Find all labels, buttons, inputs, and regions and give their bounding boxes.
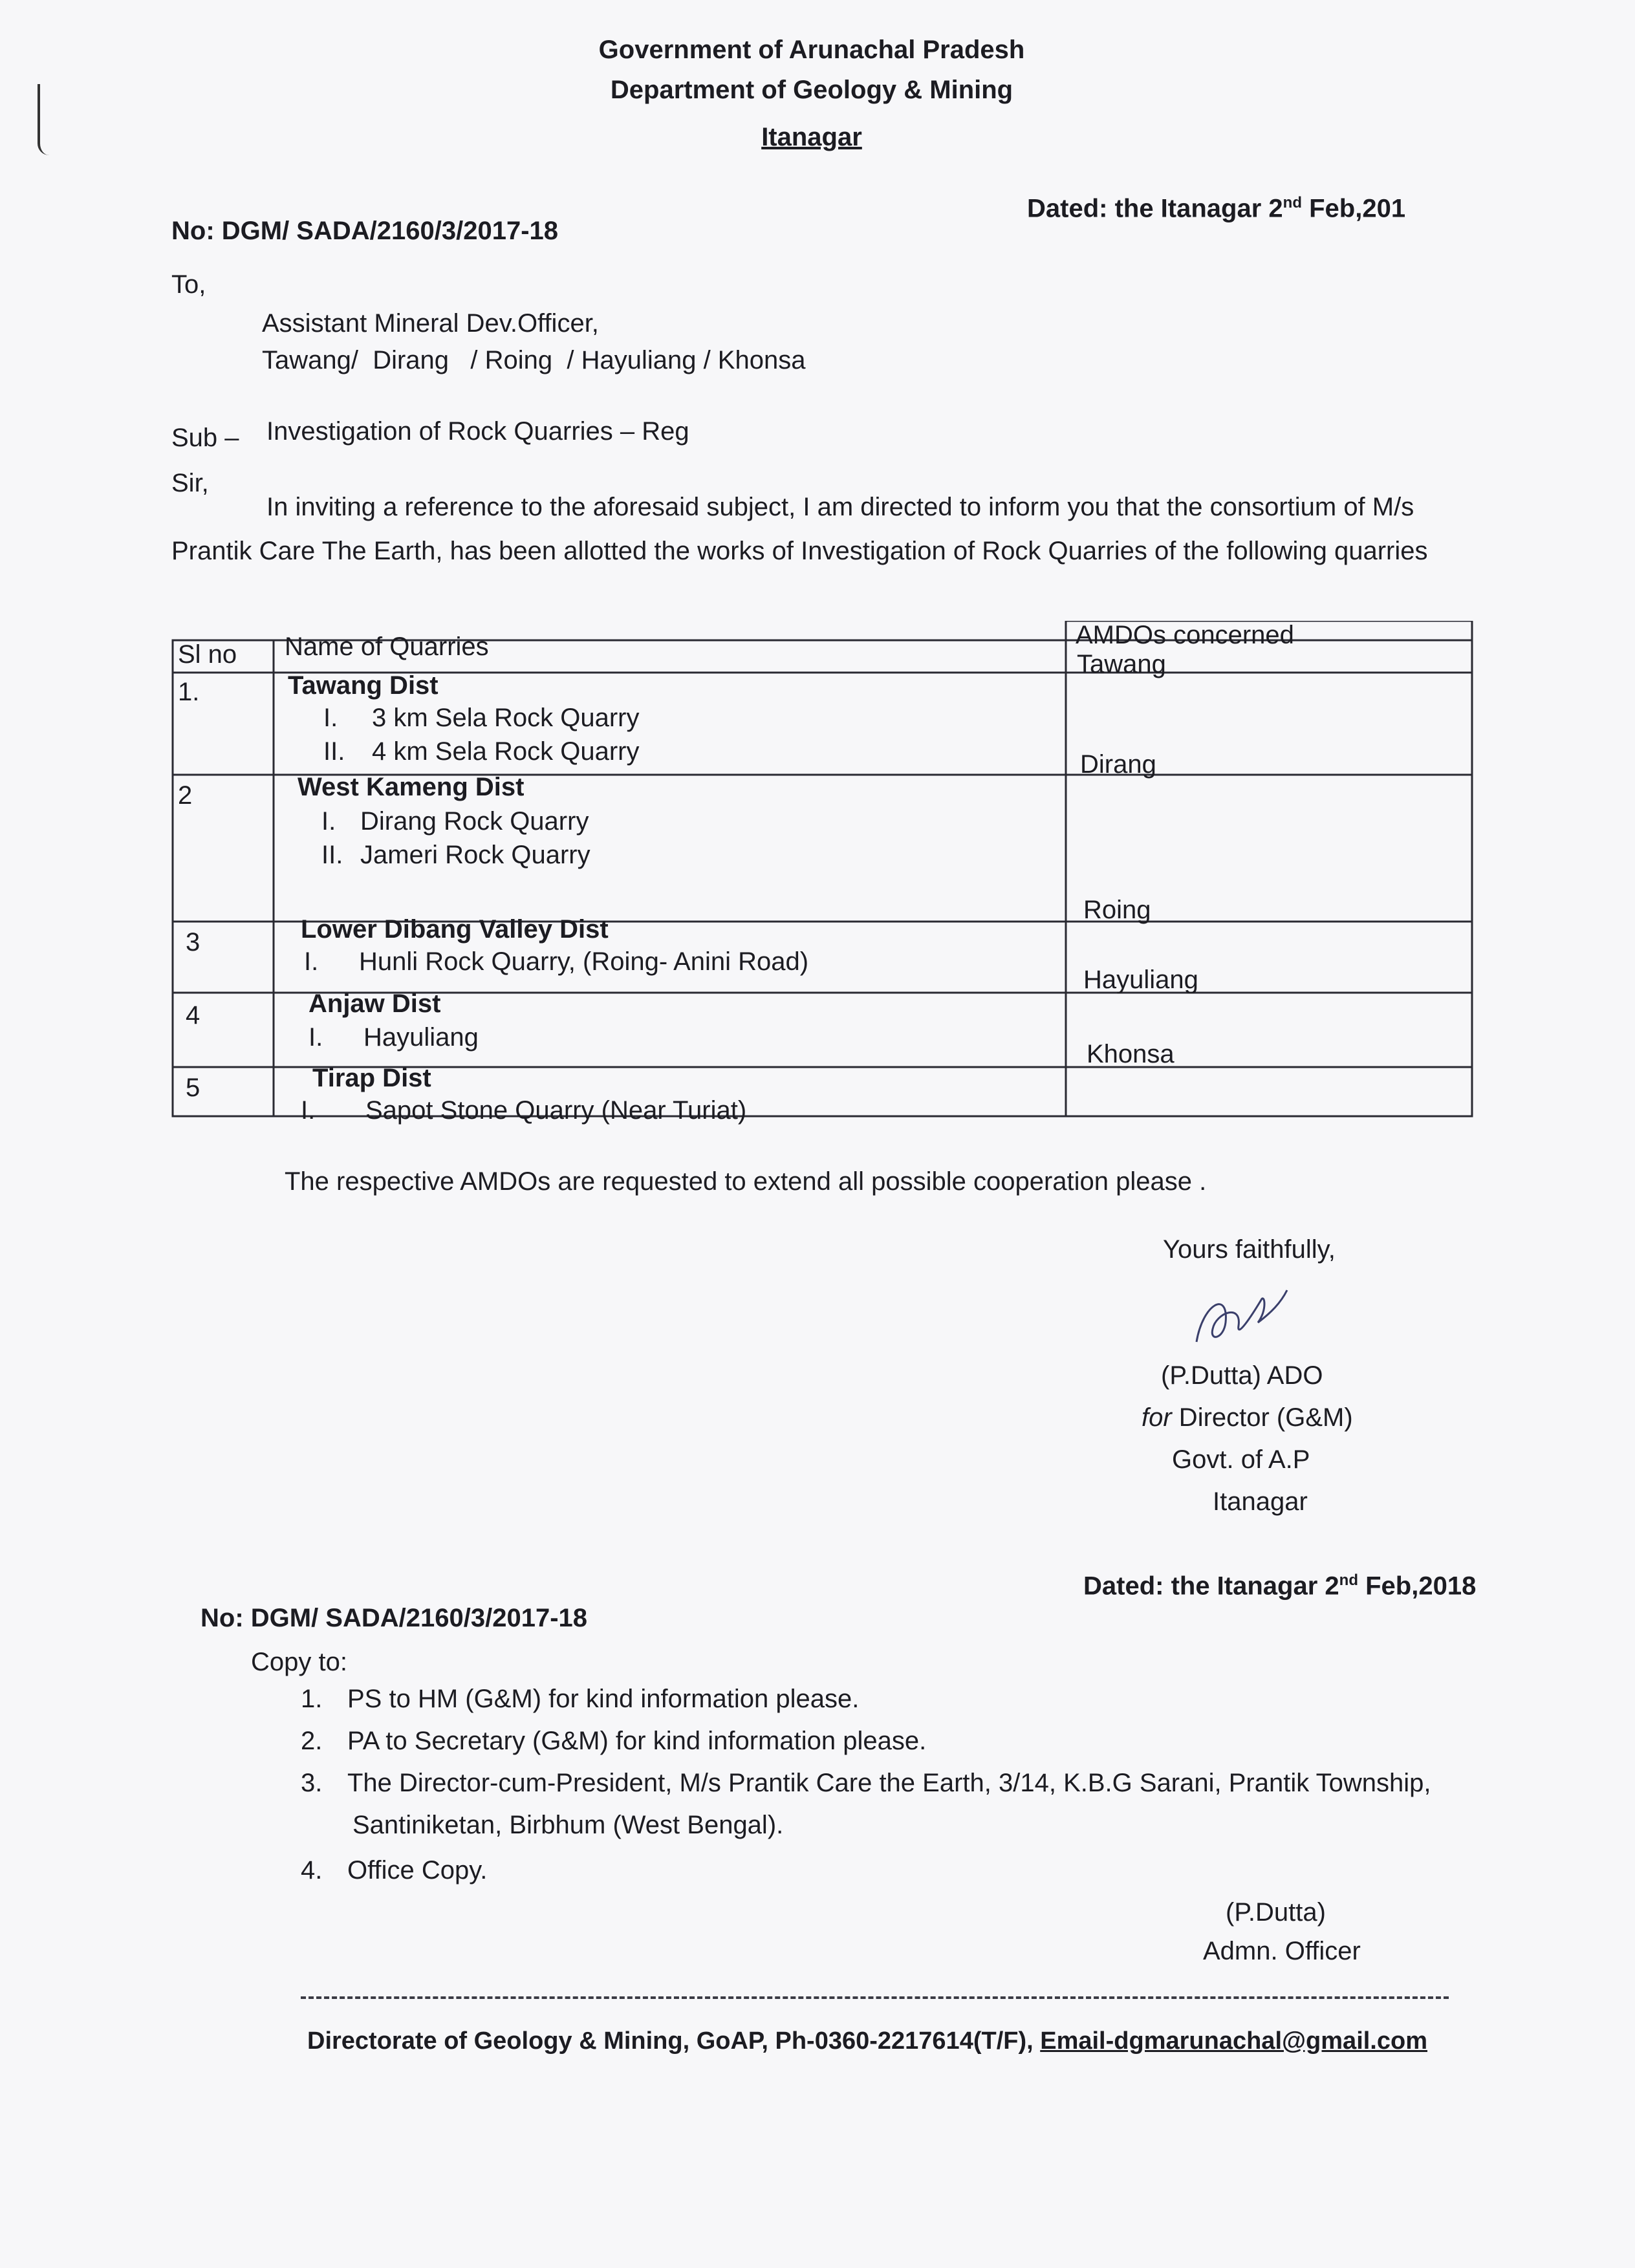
table-row-2-amdo: Dirang [1080,750,1156,779]
signoff-govt: Govt. of A.P [1172,1445,1310,1474]
table-row-2-district: West Kameng Dist [298,773,525,801]
table-row-3-sl: 3 [186,928,200,956]
table-header-slno: Sl no [178,640,237,669]
intro-line-1: In inviting a reference to the aforesaid subject, I am directed to inform you that the consortium of M/s [266,493,1414,521]
table-row-4-district: Anjaw Dist [309,989,441,1018]
dated-line: Dated: the Itanagar 2nd Feb,201 [1027,194,1406,223]
copy-sign-name: (P.Dutta) [1226,1898,1326,1927]
table-row-2-sl: 2 [178,781,193,810]
table-row-1-sl: 1. [178,678,200,706]
handwritten-signature [1190,1277,1294,1358]
margin-bracket-mark [38,84,49,155]
copy-reference-number: No: DGM/ SADA/2160/3/2017-18 [200,1604,588,1632]
signoff-place: Itanagar [1213,1487,1308,1516]
table-row-4-sl: 4 [186,1001,200,1030]
copy-item-3-line-2: Santiniketan, Birbhum (West Bengal). [352,1811,784,1839]
table-row-3-district: Lower Dibang Valley Dist [301,915,609,944]
copy-item-1: 1. PS to HM (G&M) for kind information please. [301,1685,860,1713]
table-row-5-district: Tirap Dist [312,1064,431,1092]
table-row-5-quarry-1: I. Sapot Stone Quarry (Near Turiat) [301,1096,747,1125]
footer-email: Email-dgmarunachal@gmail.com [1040,2027,1427,2055]
table-row-3-quarry-1: I. Hunli Rock Quarry, (Roing- Anini Road) [304,947,809,976]
copy-to-label: Copy to: [251,1648,347,1676]
table-row-3-amdo: Roing [1083,896,1151,924]
yours-faithfully: Yours faithfully, [1163,1235,1336,1264]
table-row-5-sl: 5 [186,1074,200,1102]
table-row-4-quarry-1: I. Hayuliang [309,1023,479,1052]
table-row-4-amdo: Hayuliang [1083,966,1198,994]
table-row-5-amdo: Khonsa [1087,1040,1175,1068]
recipient-title: Assistant Mineral Dev.Officer, [262,309,599,338]
table-header-amdo: AMDOs concerned [1076,621,1294,649]
subject-label: Sub – [171,424,239,452]
footer-divider [301,1996,1449,1999]
closing-request: The respective AMDOs are requested to extend all possible cooperation please . [285,1167,1207,1196]
table-row-2-quarry-1: I. Dirang Rock Quarry [321,807,589,836]
copy-item-3: 3. The Director-cum-President, M/s Prantik Care the Earth, 3/14, K.B.G Sarani, Prantik Township, [301,1769,1431,1797]
copy-item-4: 4. Office Copy. [301,1856,488,1885]
table-row-1-quarry-2: II. 4 km Sela Rock Quarry [323,737,640,766]
copy-item-2: 2. PA to Secretary (G&M) for kind information please. [301,1727,927,1755]
table-row-1-quarry-1: I. 3 km Sela Rock Quarry [323,704,640,732]
signoff-for-director: for Director (G&M) [1142,1403,1353,1432]
copy-dated-line: Dated: the Itanagar 2nd Feb,2018 [1083,1571,1477,1601]
table-header-name: Name of Quarries [285,632,489,661]
to-label: To, [171,270,206,299]
footer-text: Directorate of Geology & Mining, GoAP, Ph-0360-2217614(T/F), Email-dgmarunachal@gmail.com [307,2027,1427,2055]
signoff-name: (P.Dutta) ADO [1161,1361,1323,1390]
header-department: Department of Geology & Mining [610,76,1013,104]
recipient-locations: Tawang/ Dirang / Roing / Hayuliang / Khonsa [262,346,806,374]
table-row-1-amdo: Tawang [1077,650,1166,678]
reference-number: No: DGM/ SADA/2160/3/2017-18 [171,217,559,245]
intro-line-2: Prantik Care The Earth, has been allotted the works of Investigation of Rock Quarries of the following quarries [171,537,1428,565]
header-government: Government of Arunachal Pradesh [598,36,1025,64]
quarries-table [171,621,1475,1138]
subject-text: Investigation of Rock Quarries – Reg [266,417,689,446]
copy-sign-title: Admn. Officer [1203,1937,1361,1965]
header-place: Itanagar [761,123,862,151]
table-row-1-district: Tawang Dist [288,671,439,700]
salutation: Sir, [171,469,209,497]
table-row-2-quarry-2: II. Jameri Rock Quarry [321,841,590,869]
